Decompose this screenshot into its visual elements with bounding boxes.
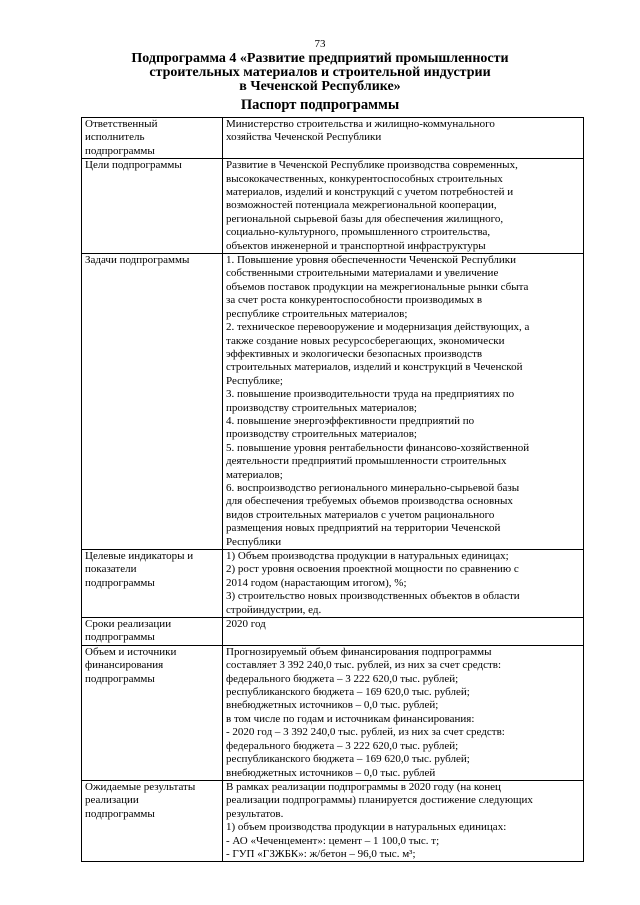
row-label-line: показатели [85, 563, 137, 576]
row-value-line: стройиндустрии, ед. [226, 603, 322, 616]
row-value-line: составляет 3 392 240,0 тыс. рублей, из них за счет средств: [226, 659, 502, 672]
row-value-line: видов строительных материалов с учетом рационального [226, 508, 495, 521]
row-label-line: подпрограммы [85, 576, 155, 589]
row-value-line: 4. повышение энергоэффективности предприятий по [226, 414, 475, 427]
row-label-cell [82, 618, 223, 646]
row-value-line: 5. повышение уровня рентабельности финансово-хозяйственной [226, 441, 530, 454]
row-value-line: внебюджетных источников – 0,0 тыс. рублей; [226, 699, 439, 712]
row-value-line: результатов. [226, 807, 284, 820]
row-label-line: Объем и источники [85, 645, 177, 658]
passport-row [82, 550, 584, 618]
passport-row [82, 618, 584, 646]
row-label-cell [82, 159, 223, 254]
row-value-line: 2020 год [226, 618, 266, 631]
passport-row [82, 645, 584, 780]
row-value-cell [223, 780, 584, 861]
passport-row [82, 254, 584, 550]
row-value-line: строительных материалов, изделий и конструкций в Чеченской [226, 361, 523, 374]
row-value-line: за счет роста конкурентоспособности производимых в [226, 294, 483, 307]
row-value-line: объемов поставок продукции на межрегиональные рынки сбыта [226, 280, 529, 293]
row-value-line: 1) объем производства продукции в натуральных единицах: [226, 821, 507, 834]
row-value-line: Министерство строительства и жилищно-коммунального [226, 118, 495, 130]
row-value-cell [223, 618, 584, 646]
row-value-line: производству строительных материалов; [226, 401, 417, 414]
row-value-line: объектов инженерной и транспортной инфраструктуры [226, 239, 486, 252]
row-value-line: в том числе по годам и источникам финансирования: [226, 712, 475, 725]
row-value-line: 2014 годом (нарастающим итогом), %; [226, 576, 407, 589]
page-number: 73 [314, 38, 326, 50]
row-value-line: 1) Объем производства продукции в натуральных единицах; [226, 550, 509, 562]
document-title [60, 52, 580, 94]
passport-heading: Паспорт подпрограммы [240, 97, 400, 113]
passport-row [82, 118, 584, 159]
row-label-cell [82, 780, 223, 861]
passport-table [81, 117, 584, 862]
row-value-line: материалов, изделий и конструкций с учетом потребностей и [226, 186, 514, 199]
passport-row [82, 780, 584, 861]
row-value-line: 6. воспроизводство регионального минерально-сырьевой базы [226, 481, 520, 494]
row-label-line: Ответственный [85, 118, 158, 130]
row-label-line: исполнитель [85, 131, 145, 144]
row-value-line: высококачественных, конкурентоспособных строительных [226, 172, 503, 185]
row-value-line: внебюджетных источников – 0,0 тыс. рублей [226, 766, 436, 779]
row-label-line: реализации [85, 794, 139, 807]
row-label-line: финансирования [85, 659, 164, 672]
row-value-line: республике строительных материалов; [226, 307, 408, 320]
row-label-line: Цели подпрограммы [85, 159, 182, 172]
row-value-line: Республике; [226, 374, 283, 387]
row-value-line: региональной сырьевой базы для обеспечения жилищного, [226, 212, 504, 225]
row-value-cell [223, 118, 584, 159]
row-label-line: подпрограммы [85, 631, 155, 644]
row-label-line: Ожидаемые результаты [85, 780, 196, 793]
row-value-line: 1. Повышение уровня обеспеченности Чеченской Республики [226, 254, 516, 267]
row-value-line: деятельности предприятий промышленности строительных [226, 455, 507, 468]
row-value-line: республиканского бюджета – 169 620,0 тыс. рублей; [226, 686, 470, 699]
row-label-cell [82, 550, 223, 618]
row-value-line: - ГУП «ГЗЖБК»: ж/бетон – 96,0 тыс. м³; [226, 847, 416, 860]
row-value-line: материалов; [226, 468, 283, 481]
row-value-line: также создание новых ресурсосберегающих, экономически [226, 334, 505, 347]
row-value-line: 2. техническое перевооружение и модернизация действующих, а [226, 321, 530, 334]
row-value-cell [223, 159, 584, 254]
row-label-line: подпрограммы [85, 672, 155, 685]
row-label-line: Целевые индикаторы и [85, 550, 194, 562]
row-label-line: подпрограммы [85, 144, 155, 157]
row-value-line: производству строительных материалов; [226, 428, 417, 441]
row-value-line: собственными строительными материалами и увеличение [226, 267, 499, 280]
row-value-line: 3) строительство новых производственных объектов в области [226, 590, 520, 603]
row-label-cell [82, 254, 223, 550]
row-value-line: размещения новых предприятий на территории Чеченской [226, 522, 501, 535]
row-label-cell [82, 118, 223, 159]
row-value-line: социально-культурного, промышленного строительства, [226, 226, 491, 239]
row-value-line: Республики [226, 535, 282, 548]
row-label-line: подпрограммы [85, 807, 155, 820]
row-value-line: - 2020 год – 3 392 240,0 тыс. рублей, из них за счет средств: [226, 726, 505, 739]
row-value-line: федерального бюджета – 3 222 620,0 тыс. рублей; [226, 739, 459, 752]
row-value-line: хозяйства Чеченской Республики [226, 131, 382, 144]
row-value-line: эффективных и экологически безопасных производств [226, 347, 483, 360]
row-value-line: - АО «Чеченцемент»: цемент – 1 100,0 тыс. т; [226, 834, 440, 847]
row-value-cell [223, 550, 584, 618]
row-value-line: В рамках реализации подпрограммы в 2020 году (на конец [226, 780, 501, 793]
row-value-line: для обеспечения требуемых объемов производства основных [226, 495, 513, 508]
row-value-cell [223, 645, 584, 780]
row-label-line: Задачи подпрограммы [85, 254, 190, 267]
row-value-line: 2) рост уровня освоения проектной мощности по сравнению с [226, 563, 519, 576]
row-value-line: Развитие в Чеченской Республике производства современных, [226, 159, 518, 172]
row-value-line: реализации подпрограммы) планируется достижение следующих [226, 794, 533, 807]
title-line: строительных материалов и строительной индустрии [149, 65, 491, 80]
row-value-cell [223, 254, 584, 550]
row-value-line: Прогнозируемый объем финансирования подпрограммы [226, 645, 492, 658]
row-label-line: Сроки реализации [85, 618, 172, 631]
row-value-line: возможностей потенциала межрегиональной кооперации, [226, 199, 497, 212]
row-value-line: республиканского бюджета – 169 620,0 тыс. рублей; [226, 753, 470, 766]
row-value-line: 3. повышение производительности труда на предприятиях по [226, 388, 515, 401]
title-line: в Чеченской Республике» [239, 79, 401, 94]
title-line: Подпрограмма 4 «Развитие предприятий промышленности [131, 51, 509, 66]
row-value-line: федерального бюджета – 3 222 620,0 тыс. рублей; [226, 672, 459, 685]
row-label-cell [82, 645, 223, 780]
passport-row [82, 159, 584, 254]
